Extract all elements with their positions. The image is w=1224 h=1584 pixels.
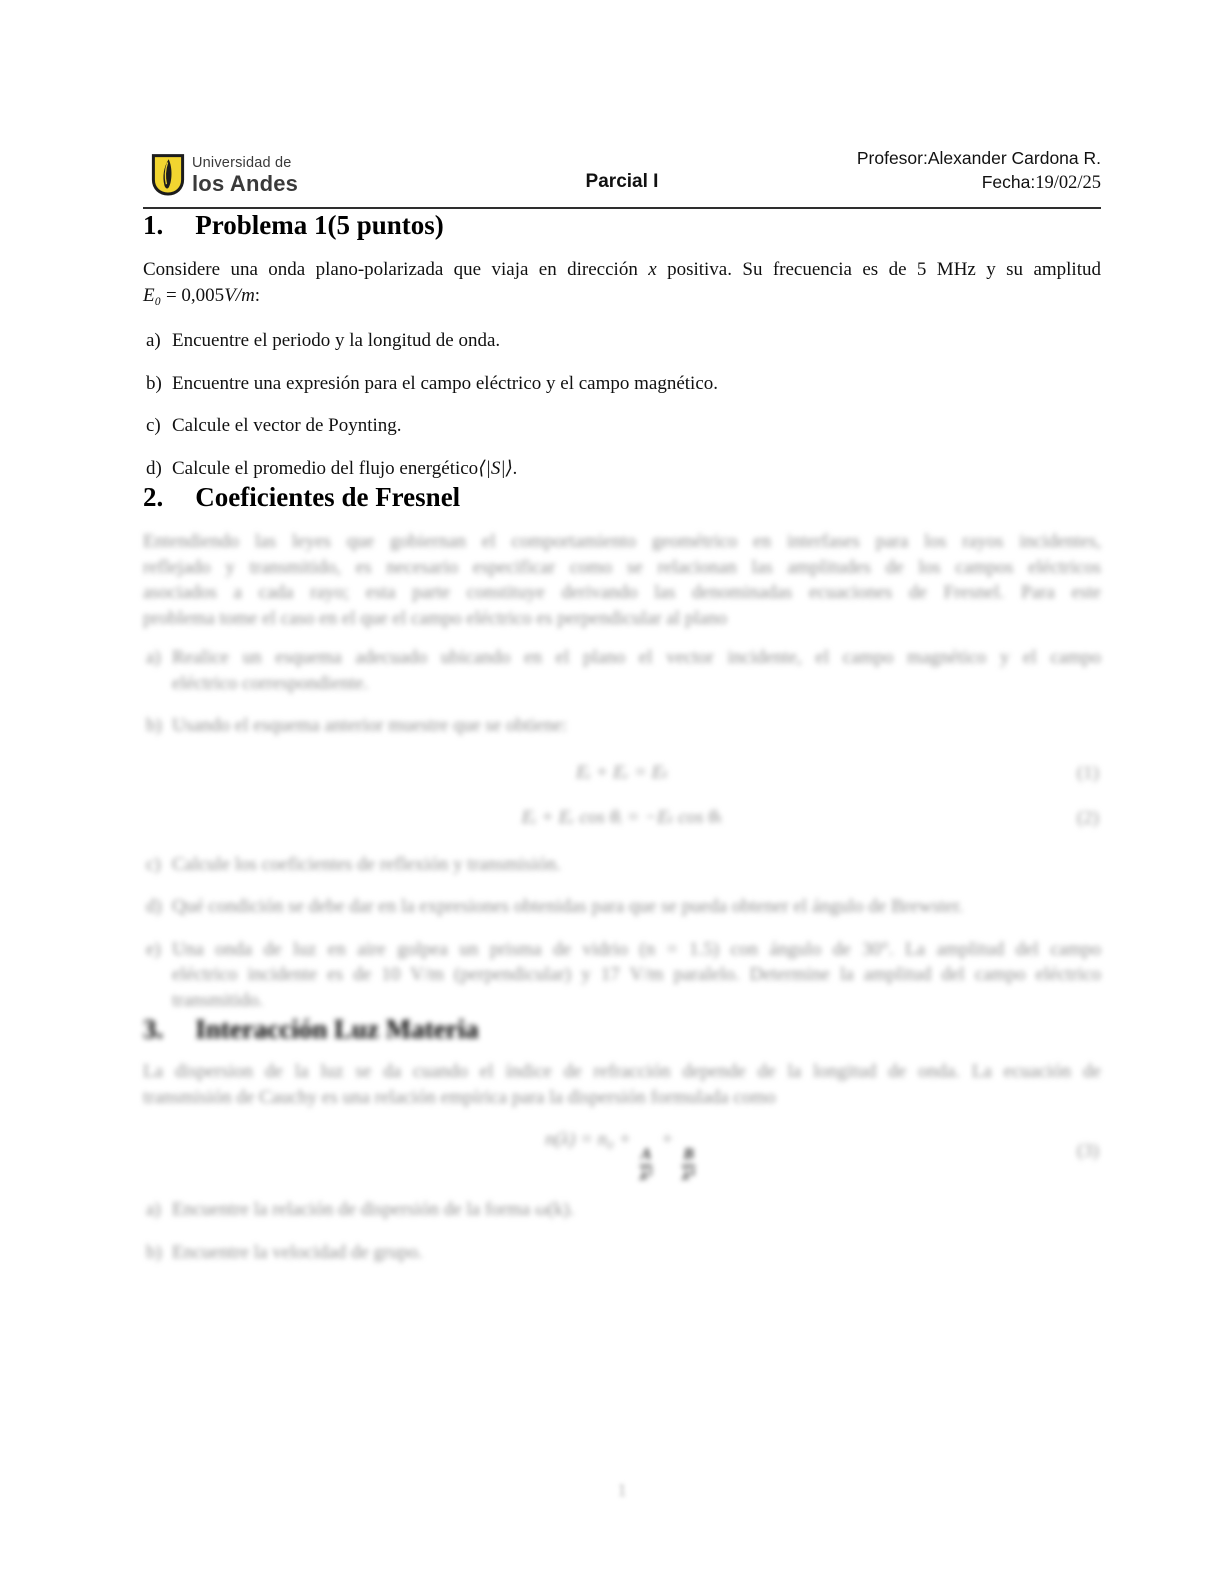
item-label: b) [146,1241,162,1263]
item-label: b) [146,715,162,736]
university-logo [151,154,298,196]
fraction-denominator: λ⁴ [682,1166,696,1184]
date-value: 19/02/25 [1035,173,1101,193]
blurred-line: eléctrico correspondiente. [172,672,369,694]
equation-3-number: (3) [1076,1140,1099,1162]
list-item [143,371,1101,397]
item-text [172,456,1101,482]
item-label: b) [146,372,162,394]
section1-intro-line1 [143,257,1101,283]
item-label: c) [146,415,161,436]
equation-2-body: Eᵢ + Eᵣ cos θᵢ = −Eₜ cos θₜ [521,806,723,828]
blurred-line: transmisión de Cauchy es una relación empírica para la dispersión formulada como [143,1086,776,1108]
item-text [172,937,1101,1014]
page-footer [143,1478,1101,1504]
section2-paragraph-blurred [143,529,1101,631]
equation-1 [143,760,1101,786]
item-label: e) [146,938,161,960]
item-text: Qué condición se debe dar en la expresiones obtenidas para que se pueda obtener el ángulo de Brewster. [172,896,964,917]
equation-3-plus: + [656,1129,679,1150]
section3-number: 3. [143,1014,164,1044]
logo-line2: los Andes [192,170,299,196]
fraction-denominator: λ² [640,1166,653,1184]
section2-heading [143,481,1101,514]
item-text-main: Calcule el promedio del flujo energético [172,457,479,479]
math-flux: ⟨|S|⟩. [478,457,518,479]
item-text: Encuentre el periodo y la longitud de onda. [172,330,501,351]
date-line [857,170,1101,195]
item-text: Calcule los coeficientes de reflexión y transmisión. [172,853,561,875]
list-item-blurred [143,713,1101,739]
equation-1-body: Eᵢ + Eᵣ = Eₜ [576,761,668,783]
item-text: Encuentre la relación de dispersión de la forma ω(k). [172,1199,575,1220]
blurred-line: Una onda de luz en aire golpea un prisma de vidrio (n = 1.5) con ángulo de 30°. La amplitud del campo [172,938,1101,960]
item-text [172,645,1101,696]
section1-intro-line2 [143,283,1101,309]
fraction-1 [640,1147,652,1185]
professor-line: Profesor:Alexander Cardona R. [856,148,1101,168]
blurred-line: problema tome el caso en el que el campo eléctrico es perpendicular al plano [143,607,727,629]
item-label: d) [146,896,162,917]
section3-paragraph-blurred [143,1059,1101,1110]
equation-2 [143,805,1101,831]
section1-number: 1. [143,210,164,240]
list-item [143,413,1101,439]
list-item-blurred [143,852,1101,878]
list-item [143,328,1101,354]
list-item [143,456,1101,482]
section2-number: 2. [143,482,164,512]
section1-title: Problema 1(5 puntos) [195,210,444,240]
item-label: c) [146,853,161,875]
section3-heading-blurred [143,1013,1101,1046]
item-text: Usando el esquema anterior muestre que se obtiene: [172,715,568,736]
fraction-numerator: A [640,1146,652,1163]
section1-list [143,328,1101,481]
intro-text: Considere una onda plano-polarizada que viaja en dirección [143,259,649,280]
item-text: Encuentre una expresión para el campo eléctrico y el campo magnético. [172,372,718,394]
uniandes-shield-icon [151,154,185,196]
blurred-line: Realice un esquema adecuado ubicando en el plano el vector incidente, el campo magnético y el campo [172,647,1101,668]
list-item-blurred [143,645,1101,696]
fraction-numerator: B [683,1146,695,1163]
fraction-2 [682,1147,695,1185]
logo-line1: Universidad de [192,155,292,171]
item-label: a) [146,330,161,351]
blurred-line: reflejado y transmitido, es necesario especificar como se relacionan las amplitudes de los campos eléctricos [143,556,1101,578]
list-item-blurred [143,1197,1101,1223]
item-label: a) [146,1199,161,1220]
intro-value: = 0,005 [161,284,225,306]
list-item-blurred [143,1240,1101,1266]
equation-2-number: (2) [1076,806,1099,828]
equation-1-number: (1) [1076,761,1099,783]
item-label: a) [146,647,161,668]
page-header [143,146,1101,209]
list-item-blurred [143,937,1101,1014]
document-title: Parcial I [585,170,659,192]
item-text: Encuentre la velocidad de grupo. [172,1241,423,1263]
math-x: x [648,259,657,280]
blurred-line: transmitido. [172,989,264,1011]
section3-title: Interacción Luz Materia [195,1014,479,1044]
date-label: Fecha: [981,172,1036,192]
equation-3 [143,1127,1101,1184]
equation-3-body [545,1127,699,1185]
blurred-line: asociados a cada rayo; esta parte constituye derivando las denominadas ecuaciones de Fresnel. Para este [143,582,1101,603]
equation-3-prefix: n(λ) = n₀ + [544,1129,637,1150]
section1-heading [143,209,1101,242]
blurred-line: eléctrico incidente es de 10 V/m (perpendicular) y 17 V/m paralelo. Determine la amplitud del campo eléctrico [172,964,1101,985]
list-item-blurred [143,894,1101,920]
item-label: d) [146,457,162,479]
section2-title: Coeficientes de Fresnel [195,482,461,512]
section1-intro [143,257,1101,308]
math-unit: V/m [224,284,255,306]
item-text: Calcule el vector de Poynting. [172,415,402,436]
intro-text: positiva. Su frecuencia es de 5 MHz y su amplitud [656,259,1101,280]
blurred-line: La dispersion de la luz se da cuando el índice de refracción depende de la longitud de onda. La ecuación de [143,1061,1101,1082]
page-number: 1 [617,1480,627,1500]
university-logo-wordmark [192,154,298,195]
math-E0: E₀ [143,284,162,306]
blurred-line: Entendiendo las leyes que gobiernan el comportamiento geométrico en interfases para los rayos incidentes, [143,531,1101,552]
intro-colon: : [254,284,261,306]
header-info [857,146,1101,195]
